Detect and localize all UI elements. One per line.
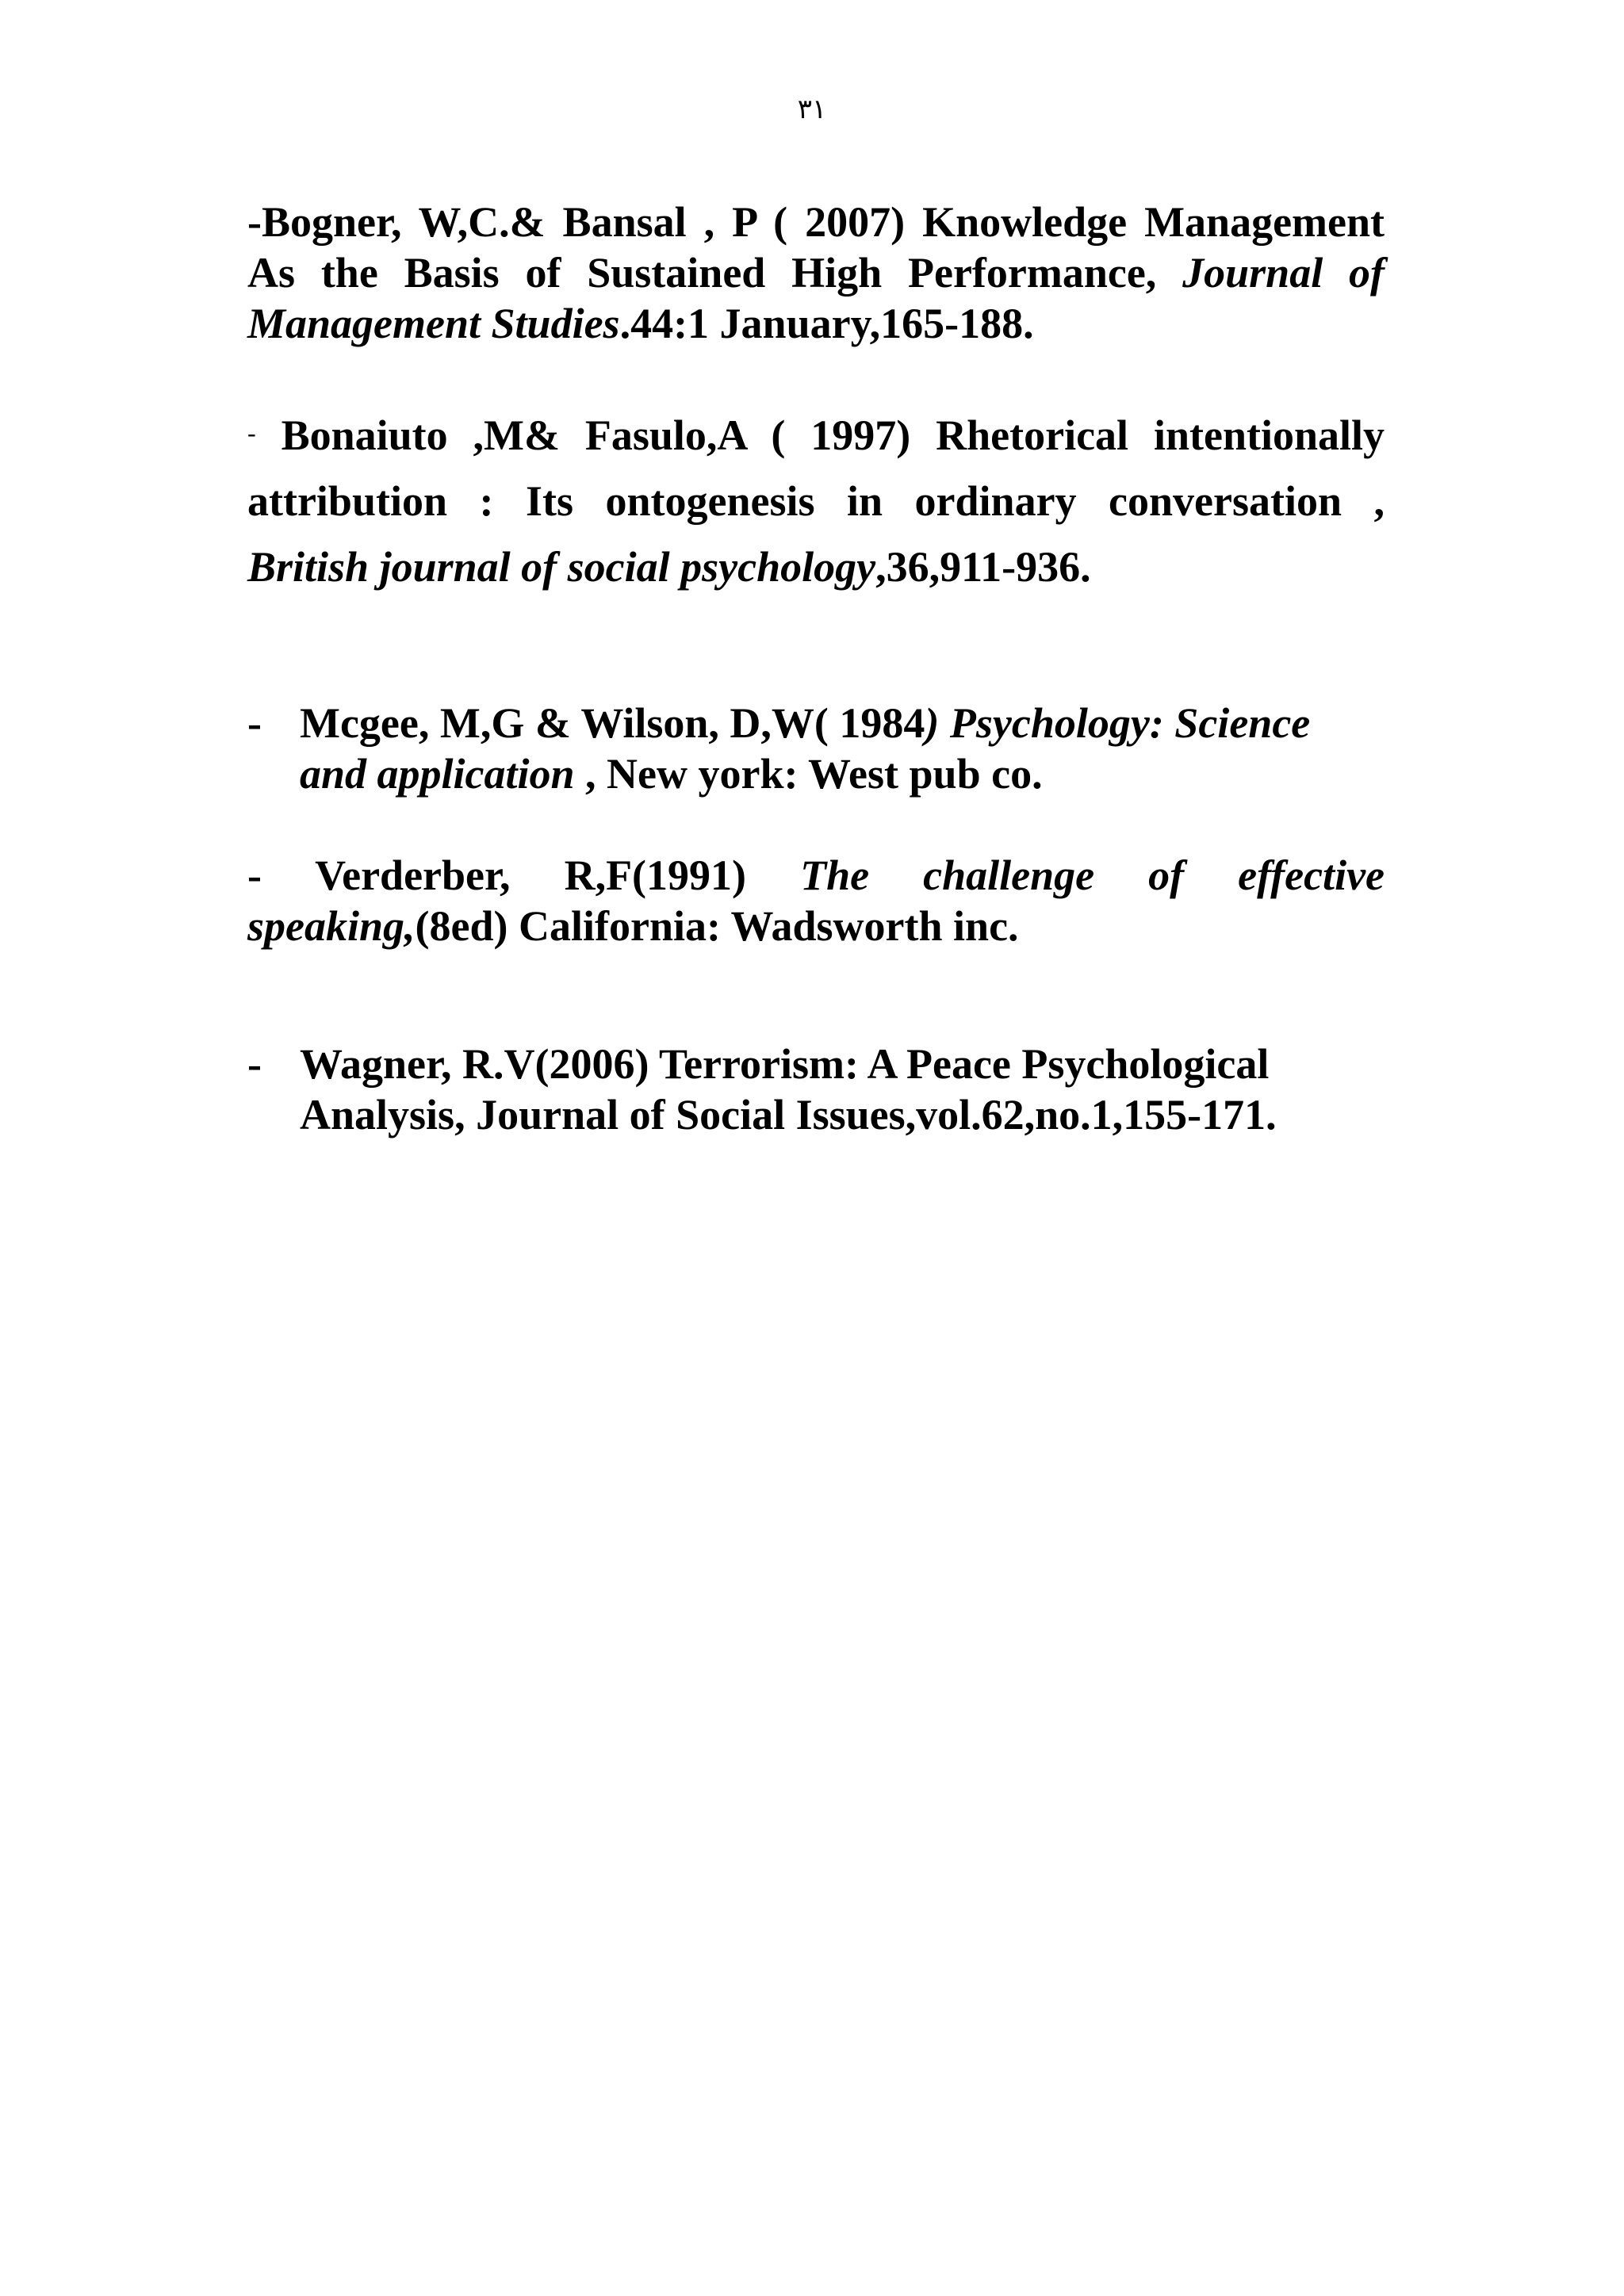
- list-dash: -: [247, 699, 262, 747]
- reference-bonaiuto: [247, 400, 1385, 600]
- page-number: ٣١: [797, 94, 827, 125]
- ref-line: and application , New york: West pub co.: [300, 750, 1043, 798]
- list-dash: -: [247, 1040, 262, 1088]
- ref-line: Management Studies.44:1 January,165-188.: [247, 300, 1034, 347]
- list-dash: -: [247, 419, 256, 447]
- ref-line: attribution : Its ontogenesis in ordinary conversation ,: [247, 477, 1385, 525]
- ref-line: speaking,(8ed) California: Wadsworth inc.: [247, 902, 1019, 950]
- ref-line: - Wagner, R.V(2006) Terrorism: A Peace Psychological: [247, 1040, 1270, 1088]
- ref-line: - Mcgee, M,G & Wilson, D,W( 1984) Psychology: Science: [247, 699, 1311, 747]
- reference-wagner: [247, 1039, 1345, 1140]
- ref-line: As the Basis of Sustained High Performance, Journal of: [247, 249, 1385, 297]
- ref-line: Analysis, Journal of Social Issues,vol.62,no.1,155-171.: [300, 1091, 1277, 1138]
- reference-verderber: [247, 850, 1385, 951]
- ref-line: -Bogner, W,C.& Bansal , P ( 2007) Knowledge Management: [247, 198, 1385, 246]
- reference-bogner: [247, 197, 1385, 349]
- ref-line: - Bonaiuto ,M& Fasulo,A ( 1997) Rhetorical intentionally: [247, 411, 1385, 459]
- ref-line: British journal of social psychology,36,911-936.: [247, 543, 1091, 591]
- ref-line: - Verderber, R,F(1991) The challenge of effective: [247, 851, 1385, 899]
- reference-mcgee: [247, 698, 1345, 799]
